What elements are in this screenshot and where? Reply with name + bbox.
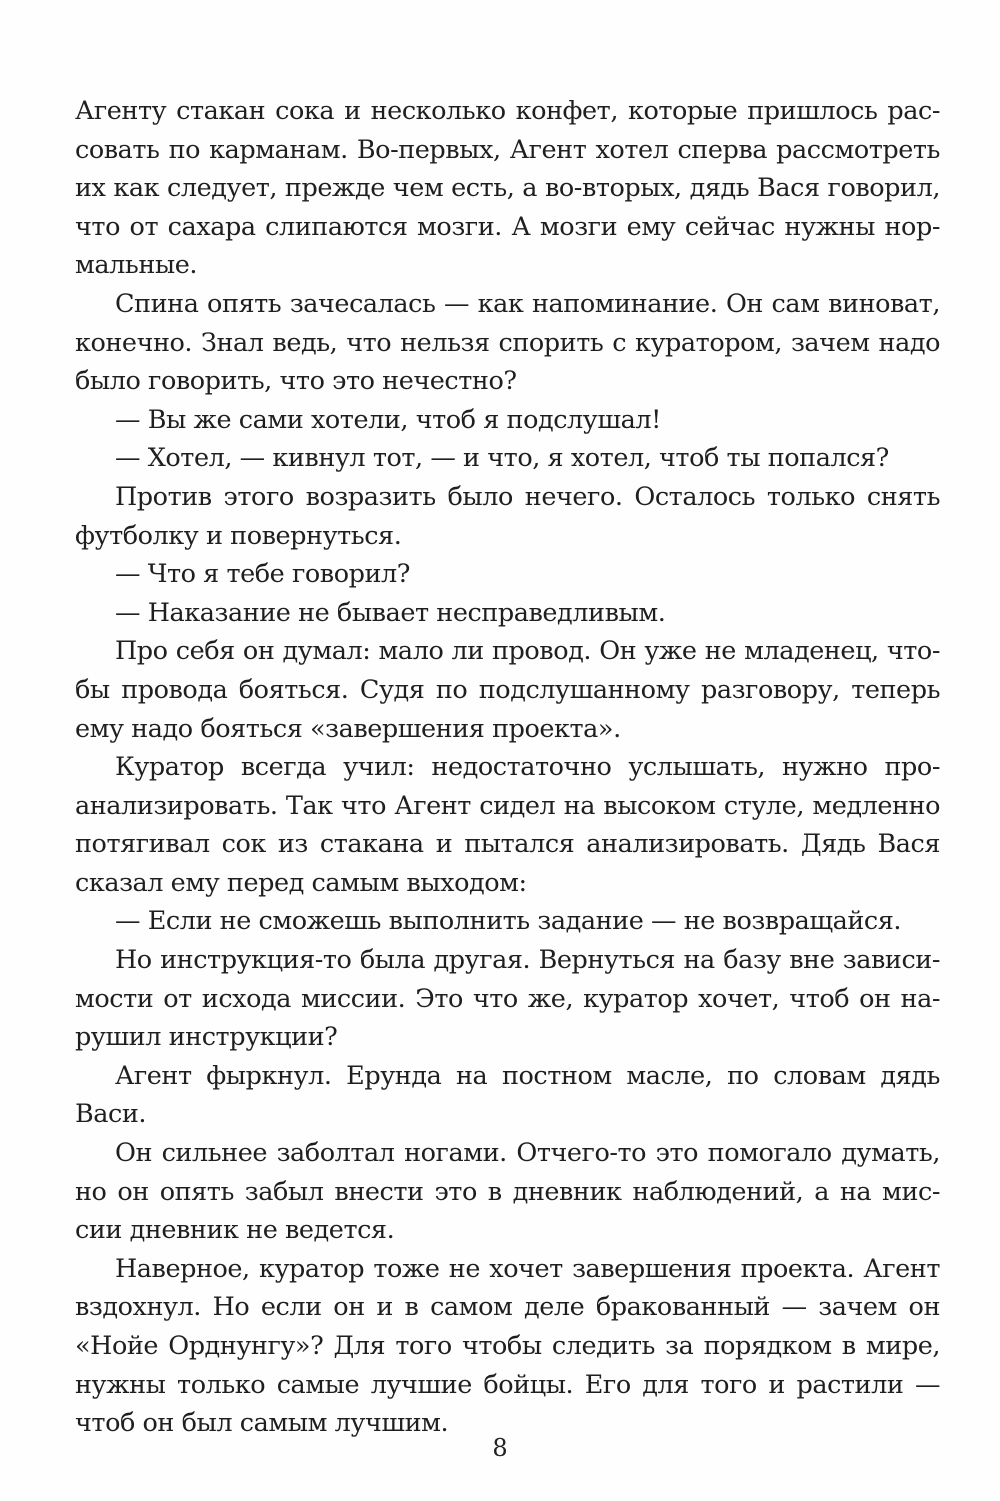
text-line: «Нойе Орднунгу»? Для того чтобы следить за порядком в мире, xyxy=(75,1331,940,1361)
text-line: Про себя он думал: мало ли провод. Он уже не младенец, что- xyxy=(115,636,940,667)
text-line: — Наказание не бывает несправедливым. xyxy=(115,597,666,628)
text-line: но он опять забыл внести это в дневник наблюдений, а на мис- xyxy=(75,1176,940,1207)
text-line: Куратор всегда учил: недостаточно услышать, нужно про- xyxy=(115,752,940,783)
text-line: их как следует, прежде чем есть, а во-вторых, дядь Вася говорил, xyxy=(75,173,940,204)
text-line: — Вы же сами хотели, чтоб я подслушал! xyxy=(115,404,661,435)
text-line: ему надо бояться «завершения проекта». xyxy=(75,713,621,744)
text-line: Агент фыркнул. Ерунда на постном масле, по словам дядь xyxy=(115,1060,940,1091)
page-number: 8 xyxy=(492,1434,508,1462)
text-line: — Хотел, — кивнул тот, — и что, я хотел, чтоб ты попался? xyxy=(115,443,889,474)
text-line: конечно. Знал ведь, что нельзя спорить с куратором, зачем надо xyxy=(75,327,940,358)
text-line: Против этого возразить было нечего. Осталось только снять xyxy=(115,481,940,512)
text-line: нужны только самые лучшие бойцы. Его для того и растили — xyxy=(75,1369,940,1400)
text-line: что от сахара слипаются мозги. А мозги ему сейчас нужны нор- xyxy=(75,211,940,242)
text-line: Но инструкция-то была другая. Вернуться на базу вне зависи- xyxy=(115,945,940,976)
text-line: потягивал сок из стакана и пытался анализировать. Дядь Вася xyxy=(75,829,940,860)
text-line: Васи. xyxy=(75,1099,147,1130)
text-line: — Что я тебе говорил? xyxy=(115,559,410,590)
text-line: Он сильнее заболтал ногами. Отчего-то это помогало думать, xyxy=(115,1138,940,1169)
text-line: рушил инструкции? xyxy=(75,1022,338,1053)
text-line: мости от исхода миссии. Это что же, куратор хочет, чтоб он на- xyxy=(75,983,940,1014)
text-line: — Если не сможешь выполнить задание — не возвращайся. xyxy=(115,906,902,937)
text-line: сии дневник не ведется. xyxy=(75,1215,395,1246)
text-line: Агенту стакан сока и несколько конфет, которые пришлось рас- xyxy=(75,96,940,126)
text-line: было говорить, что это нечестно? xyxy=(75,366,517,397)
text-line: чтоб он был самым лучшим. xyxy=(75,1408,449,1439)
text-line: бы провода бояться. Судя по подслушанному разговору, теперь xyxy=(75,674,940,705)
text-line: вздохнул. Но если он и в самом деле бракованный — зачем он xyxy=(75,1292,940,1323)
text-line: сказал ему перед самым выходом: xyxy=(75,867,527,898)
text-line: Наверное, куратор тоже не хочет завершения проекта. Агент xyxy=(115,1253,940,1284)
body-text xyxy=(75,92,940,1443)
text-line: мальные. xyxy=(75,250,198,281)
text-line: анализировать. Так что Агент сидел на высоком стуле, медленно xyxy=(75,790,940,821)
text-line: совать по карманам. Во-первых, Агент хотел сперва рассмотреть xyxy=(75,134,940,165)
text-line: футболку и повернуться. xyxy=(75,520,402,551)
text-line: Спина опять зачесалась — как напоминание. Он сам виноват, xyxy=(115,288,940,319)
